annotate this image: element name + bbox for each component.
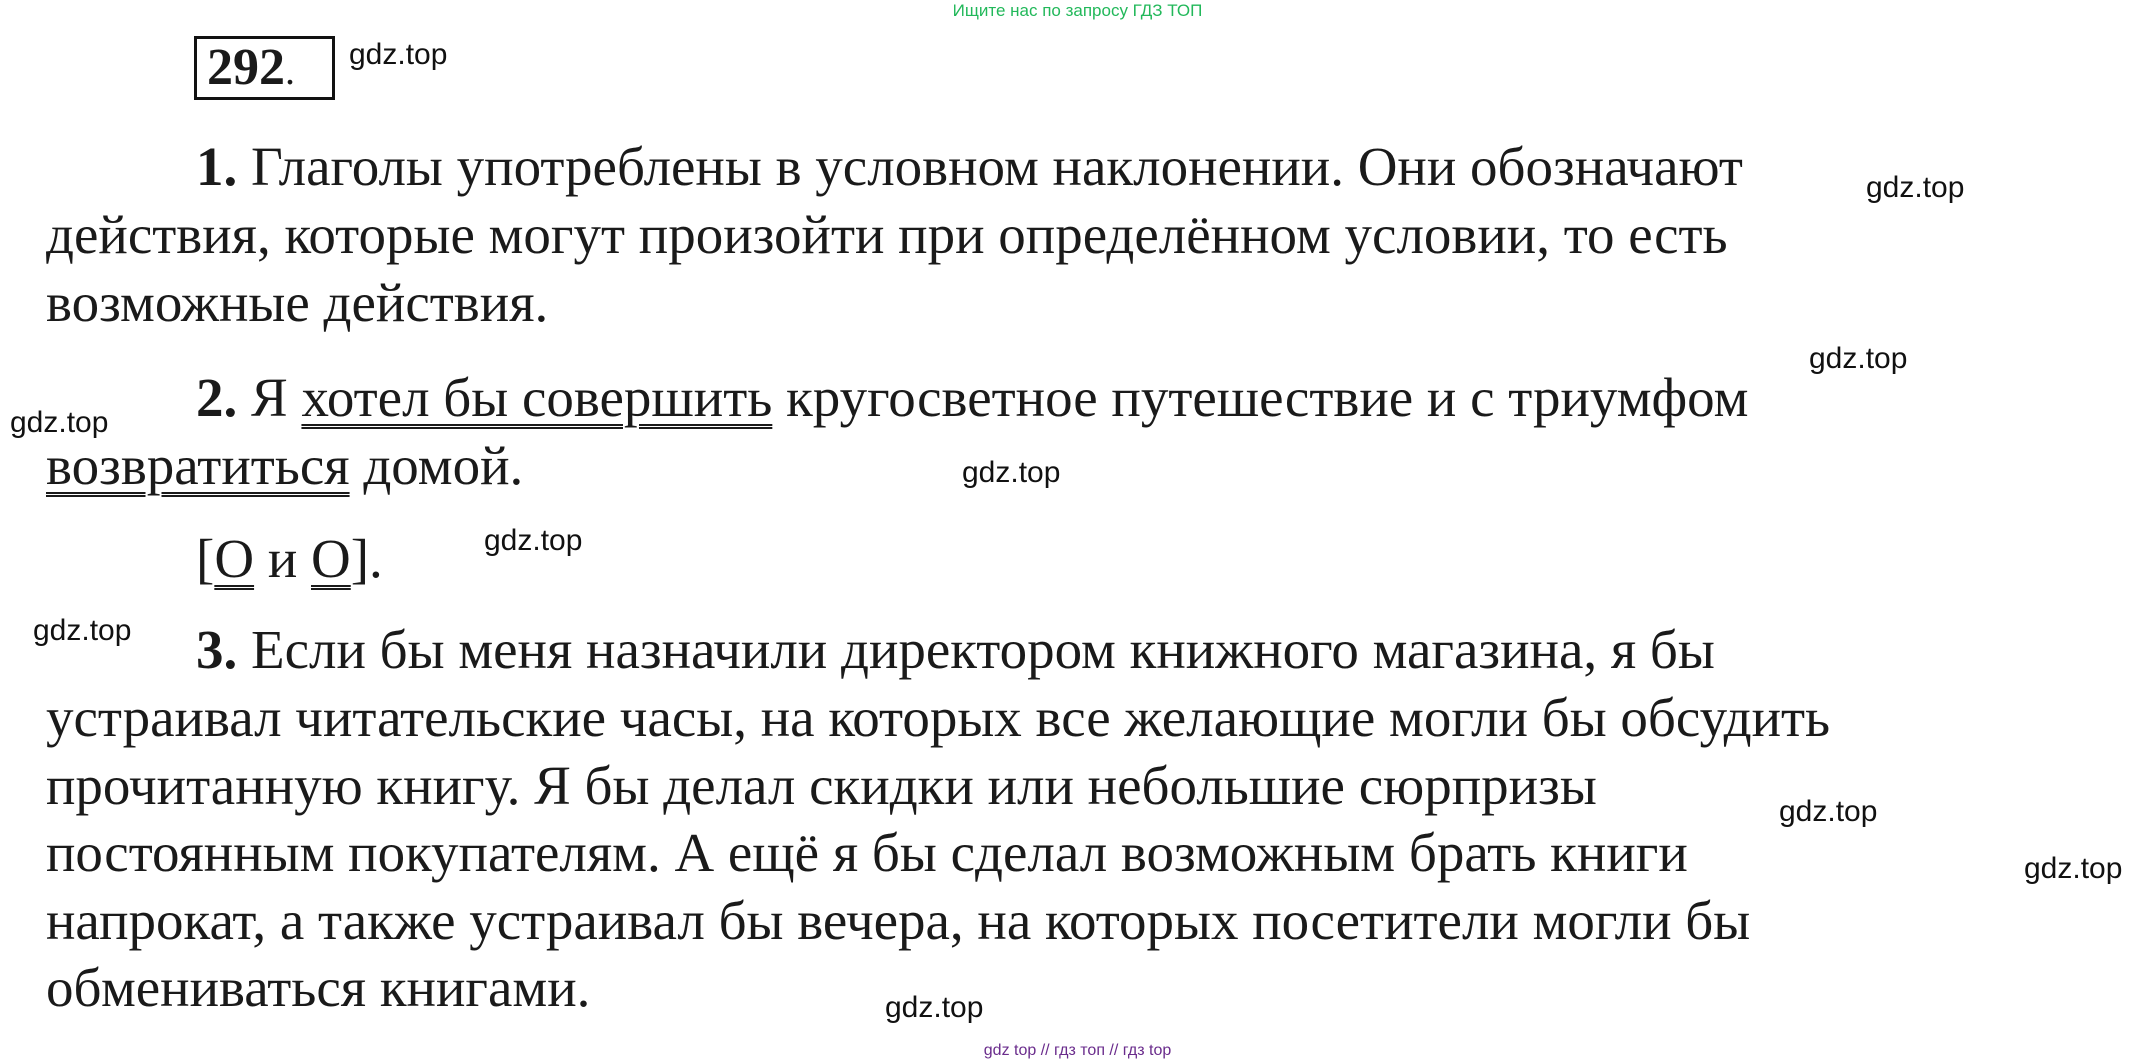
para1-line1 [196, 134, 1743, 200]
watermark: gdz.top [484, 524, 583, 557]
watermark: gdz.top [349, 38, 448, 71]
task-number-box [194, 36, 335, 100]
para2-line1 [196, 365, 1748, 431]
para2-mid: кругосветное путешествие и с триумфом [786, 367, 1749, 428]
watermark: gdz.top [1809, 342, 1908, 375]
para1-number: 1. [196, 136, 238, 197]
para3-line5: напрокат, а также устраивал бы вечера, на которых посетители могли бы [46, 890, 1751, 951]
watermark: gdz.top [2024, 852, 2123, 885]
watermark: gdz.top [962, 456, 1061, 489]
para1-line3: возможные действия. [46, 272, 549, 333]
para3-line2: устраивал читательские часы, на которых все желающие могли бы обсудить [46, 687, 1831, 748]
watermark: gdz.top [885, 991, 984, 1024]
para3-text: Если бы меня назначили директором книжного магазина, я бы [251, 619, 1715, 680]
watermark: gdz.top [33, 614, 132, 647]
watermark: gdz.top [10, 406, 109, 439]
para3-line4: постоянным покупателям. А ещё я бы сделал возможным брать книги [46, 822, 1688, 883]
para1-text: Глаголы употреблены в условном наклонении. Они обозначают [251, 136, 1743, 197]
footer-links: gdz top // гдз топ // гдз top [983, 1042, 1172, 1059]
watermark: gdz.top [1779, 795, 1878, 828]
para3-line3: прочитанную книгу. Я бы делал скидки или небольшие сюрпризы [46, 755, 1597, 816]
scheme-predicate-2: O [311, 528, 351, 589]
para2-number: 2. [196, 367, 238, 428]
task-number-dot: . [285, 48, 295, 93]
scheme-bracket-close: ]. [350, 528, 383, 589]
top-search-hint: Ищите нас по запросу ГДЗ ТОП [952, 1, 1203, 20]
predicate-underlined-1: хотел бы совершить [301, 367, 773, 428]
para1-line2: действия, которые могут произойти при определённом условии, то есть [46, 204, 1728, 265]
scheme-conjunction: и [267, 528, 298, 589]
scheme-predicate-1: O [214, 528, 255, 589]
task-number: 292 [207, 39, 285, 96]
para3-line6: обмениваться книгами. [46, 957, 591, 1018]
para2-line2 [46, 433, 523, 499]
sentence-scheme [196, 526, 383, 592]
watermark: gdz.top [1866, 171, 1965, 204]
para3-number: 3. [196, 619, 238, 680]
para2-pre: Я [251, 367, 288, 428]
predicate-underlined-2: возвратиться [46, 435, 350, 496]
para3-line1 [196, 617, 1715, 683]
para2-post: домой. [363, 435, 524, 496]
scheme-bracket-open: [ [196, 528, 215, 589]
